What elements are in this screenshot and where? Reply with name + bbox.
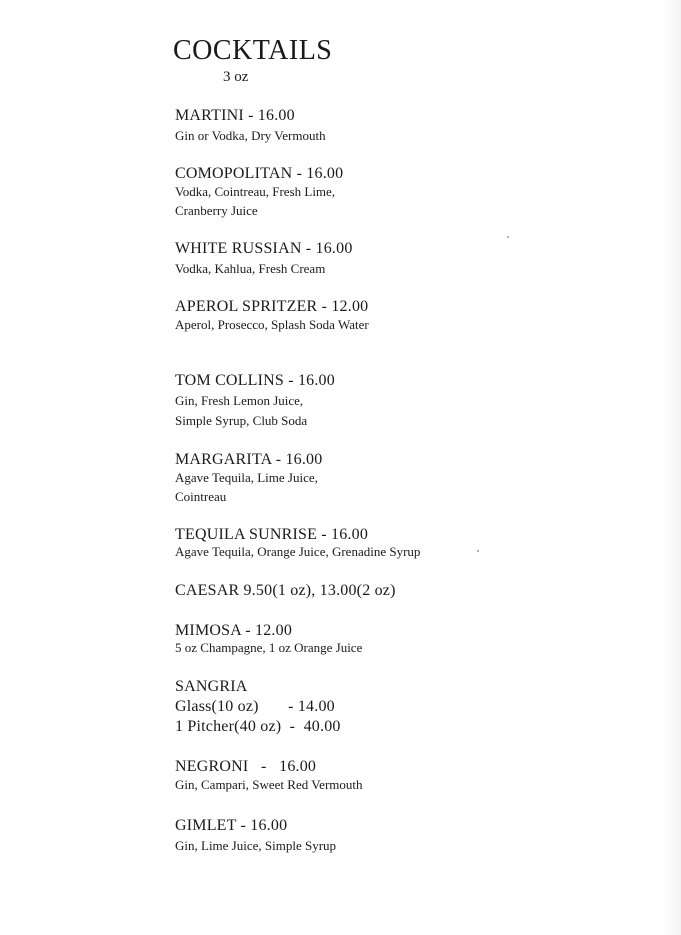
item-martini-heading: MARTINI - 16.00 [175, 107, 295, 124]
item-martini-ingredients: Gin or Vodka, Dry Vermouth [175, 128, 326, 143]
item-sangria-heading: SANGRIA [175, 678, 248, 695]
item-tom-collins-ingredients-2: Simple Syrup, Club Soda [175, 413, 308, 428]
item-cosmopolitan-ingredients-2: Cranberry Juice [175, 203, 258, 218]
item-margarita-heading: MARGARITA - 16.00 [175, 451, 323, 468]
item-gimlet-heading: GIMLET - 16.00 [175, 817, 288, 834]
scan-speck [477, 550, 479, 552]
item-aperol-spritzer-ingredients: Aperol, Prosecco, Splash Soda Water [175, 317, 369, 332]
item-gimlet-ingredients: Gin, Lime Juice, Simple Syrup [175, 838, 337, 853]
item-tequila-sunrise-heading: TEQUILA SUNRISE - 16.00 [175, 526, 369, 543]
item-negroni-ingredients: Gin, Campari, Sweet Red Vermouth [175, 777, 363, 792]
item-white-russian-heading: WHITE RUSSIAN - 16.00 [175, 240, 353, 257]
menu-title: COCKTAILS [173, 35, 333, 66]
item-aperol-spritzer-heading: APEROL SPRITZER - 12.00 [175, 298, 369, 315]
item-margarita-ingredients-2: Cointreau [175, 489, 227, 504]
item-cosmopolitan-ingredients-1: Vodka, Cointreau, Fresh Lime, [175, 184, 336, 199]
item-tom-collins-ingredients-1: Gin, Fresh Lemon Juice, [175, 393, 304, 408]
item-negroni-heading: NEGRONI - 16.00 [175, 758, 317, 775]
item-sangria-pitcher-price: 1 Pitcher(40 oz) - 40.00 [175, 718, 341, 735]
menu-subtitle: 3 oz [223, 69, 249, 85]
item-cosmopolitan-heading: COMOPOLITAN - 16.00 [175, 165, 344, 182]
item-mimosa-heading: MIMOSA - 12.00 [175, 622, 293, 639]
item-mimosa-ingredients: 5 oz Champagne, 1 oz Orange Juice [175, 640, 363, 655]
item-tom-collins-heading: TOM COLLINS - 16.00 [175, 372, 335, 389]
item-sangria-glass-price: Glass(10 oz) - 14.00 [175, 698, 335, 715]
scan-shadow [663, 0, 681, 935]
item-margarita-ingredients-1: Agave Tequila, Lime Juice, [175, 470, 318, 485]
item-tequila-sunrise-ingredients: Agave Tequila, Orange Juice, Grenadine Syrup [175, 544, 421, 559]
item-white-russian-ingredients: Vodka, Kahlua, Fresh Cream [175, 261, 326, 276]
item-caesar-heading: CAESAR 9.50(1 oz), 13.00(2 oz) [175, 582, 396, 599]
scan-speck [507, 236, 509, 238]
